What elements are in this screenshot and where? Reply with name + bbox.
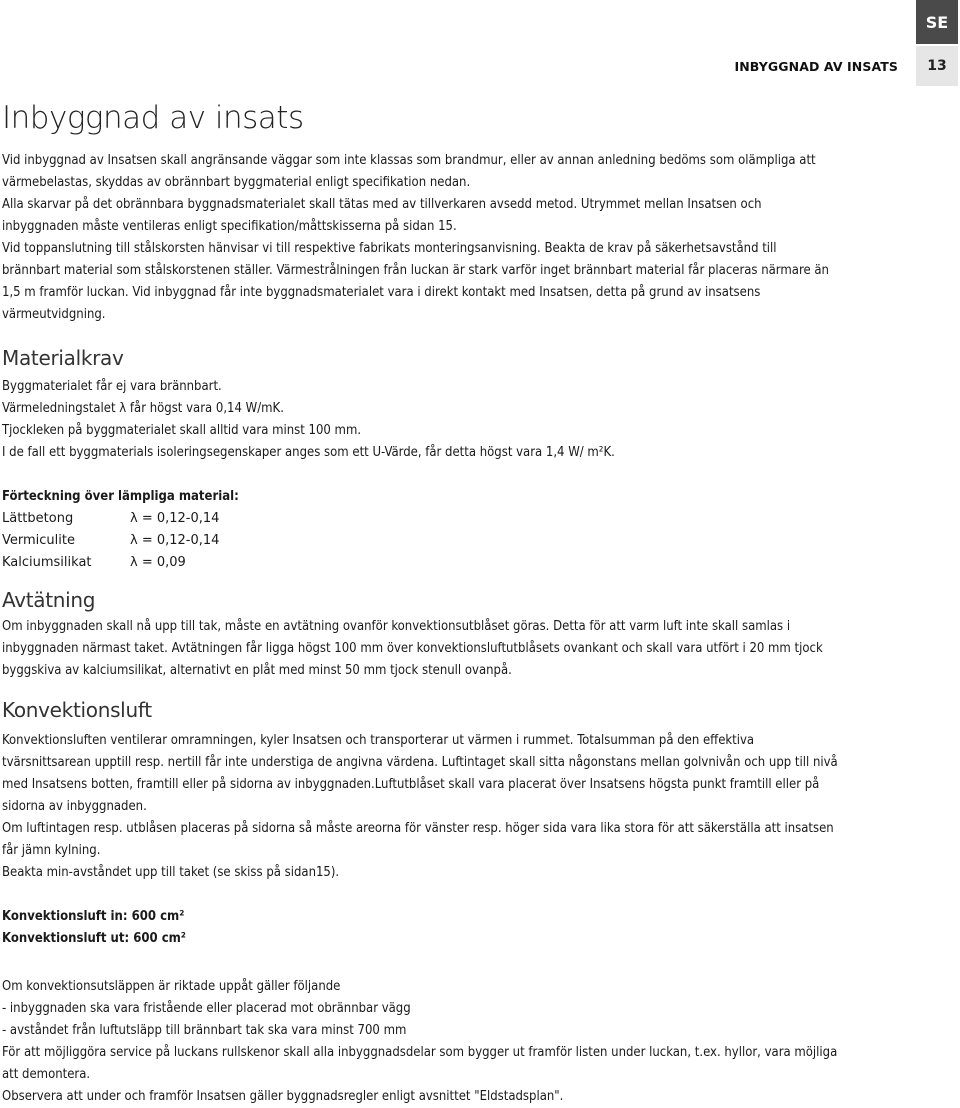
material-heading: Materialkrav bbox=[2, 346, 124, 370]
closing-line: Om konvektionsutsläppen är riktade uppåt gäller följande bbox=[2, 979, 341, 994]
material-value: λ = 0,12-0,14 bbox=[130, 533, 220, 548]
material-name: Vermiculite bbox=[2, 533, 75, 548]
konvektion-paragraph: Beakta min-avståndet upp till taket (se skiss på sidan15). bbox=[2, 865, 340, 880]
requirement-line: I de fall ett byggmaterials isoleringsegenskaper anges som ett U-Värde, får detta högst vara 1,4 W/ m²K. bbox=[2, 445, 615, 460]
requirement-line: Tjockleken på byggmaterialet skall alltid vara minst 100 mm. bbox=[2, 423, 362, 438]
konvektion-out-label: Konvektionsluft ut: 600 cm² bbox=[2, 931, 186, 946]
intro-paragraph: Alla skarvar på det obrännbara byggnadsmaterialet skall tätas med av tillverkaren avsedd metod. Utrymmet mellan Insatsen och inbyggnaden måste ventileras enligt specifikation/måttskisserna på sidan 15. bbox=[2, 197, 762, 234]
material-table bbox=[2, 508, 219, 574]
material-value: λ = 0,12-0,14 bbox=[130, 511, 220, 526]
intro-paragraph: Vid toppanslutning till stålskorsten hänvisar vi till respektive fabrikats monteringsanvisning. Beakta de krav på säkerhetsavstånd till brännbart material som stålskorstenen ställer. Värmestrålningen från luckan är stark varför inget brännbart material får placeras närmare än 1,5 m framför luckan. Vid inbyggnad får inte byggnadsmaterialet vara i direkt kontakt med Insatsen, detta på grund av insatsens värmeutvidgning. bbox=[2, 241, 829, 322]
material-value: λ = 0,09 bbox=[130, 555, 186, 570]
intro-text bbox=[2, 150, 838, 326]
avtatning-text: Om inbyggnaden skall nå upp till tak, måste en avtätning ovanför konvektionsutblåset göras. Detta för att varm luft inte skall samlas i inbyggnaden närmast taket. Avtätningen får ligga högst 100 mm över konvektionsluftutblåsets ovankant och skall vara utfört i 20 mm tjock byggskiva av kalciumsilikat, alternativt en plåt med minst 50 mm tjock stenull ovanpå. bbox=[2, 619, 823, 678]
running-header: INBYGGNAD AV INSATS bbox=[734, 59, 898, 74]
closing-line: Observera att under och framför Insatsen gäller byggnadsregler enligt avsnittet "Eldstadsplan". bbox=[2, 1089, 564, 1104]
table-row bbox=[2, 530, 219, 552]
closing-text bbox=[2, 976, 838, 1108]
konvektion-heading: Konvektionsluft bbox=[2, 698, 152, 722]
closing-line: - inbyggnaden ska vara fristående eller placerad mot obrännbar vägg bbox=[2, 1001, 411, 1016]
material-list-heading: Förteckning över lämpliga material: bbox=[2, 489, 239, 504]
material-name: Lättbetong bbox=[2, 511, 74, 526]
requirement-line: Värmeledningstalet λ får högst vara 0,14 W/mK. bbox=[2, 401, 284, 416]
requirement-line: Byggmaterialet får ej vara brännbart. bbox=[2, 379, 222, 394]
intro-paragraph: Vid inbyggnad av Insatsen skall angränsande väggar som inte klassas som brandmur, eller av annan anledning bedöms som olämpliga att värmebelastas, skyddas av obrännbart byggmaterial enligt specifikation nedan. bbox=[2, 153, 816, 190]
page-content bbox=[2, 96, 838, 1108]
konvektion-paragraph: Konvektionsluften ventilerar omramningen, kyler Insatsen och transporterar ut värmen i rummet. Totalsumman på den effektiva tvärsnittsarean upptill resp. nertill får inte understiga de angivna värdena. Luftintaget skall sitta någonstans mellan golvnivån och upp till nivå med Insatsens botten, framtill eller på sidorna av inbyggnaden.Luftutblåset skall vara placerat över Insatsens högsta punkt framtill eller på sidorna av inbyggnaden. bbox=[2, 733, 838, 814]
konvektion-paragraph: Om luftintagen resp. utblåsen placeras på sidorna så måste areorna för vänster resp. höger sida vara lika stora för att säkerställa att insatsen får jämn kylning. bbox=[2, 821, 834, 858]
material-name: Kalciumsilikat bbox=[2, 555, 92, 570]
konvektion-in-label: Konvektionsluft in: 600 cm² bbox=[2, 909, 185, 924]
language-tab: SE bbox=[916, 0, 958, 44]
avtatning-heading: Avtätning bbox=[2, 588, 96, 612]
table-row bbox=[2, 508, 219, 530]
closing-line: - avståndet från luftutsläpp till brännbart tak ska vara minst 700 mm bbox=[2, 1023, 407, 1038]
closing-line: För att möjliggöra service på luckans rullskenor skall alla inbyggnadsdelar som bygger ut framför listen under luckan, t.ex. hyllor, vara möjliga att demontera. bbox=[2, 1045, 838, 1082]
konvektion-text bbox=[2, 730, 838, 884]
page-number: 13 bbox=[916, 46, 958, 86]
material-requirements bbox=[2, 376, 838, 464]
page-title: Inbyggnad av insats bbox=[2, 100, 304, 136]
table-row bbox=[2, 552, 219, 574]
